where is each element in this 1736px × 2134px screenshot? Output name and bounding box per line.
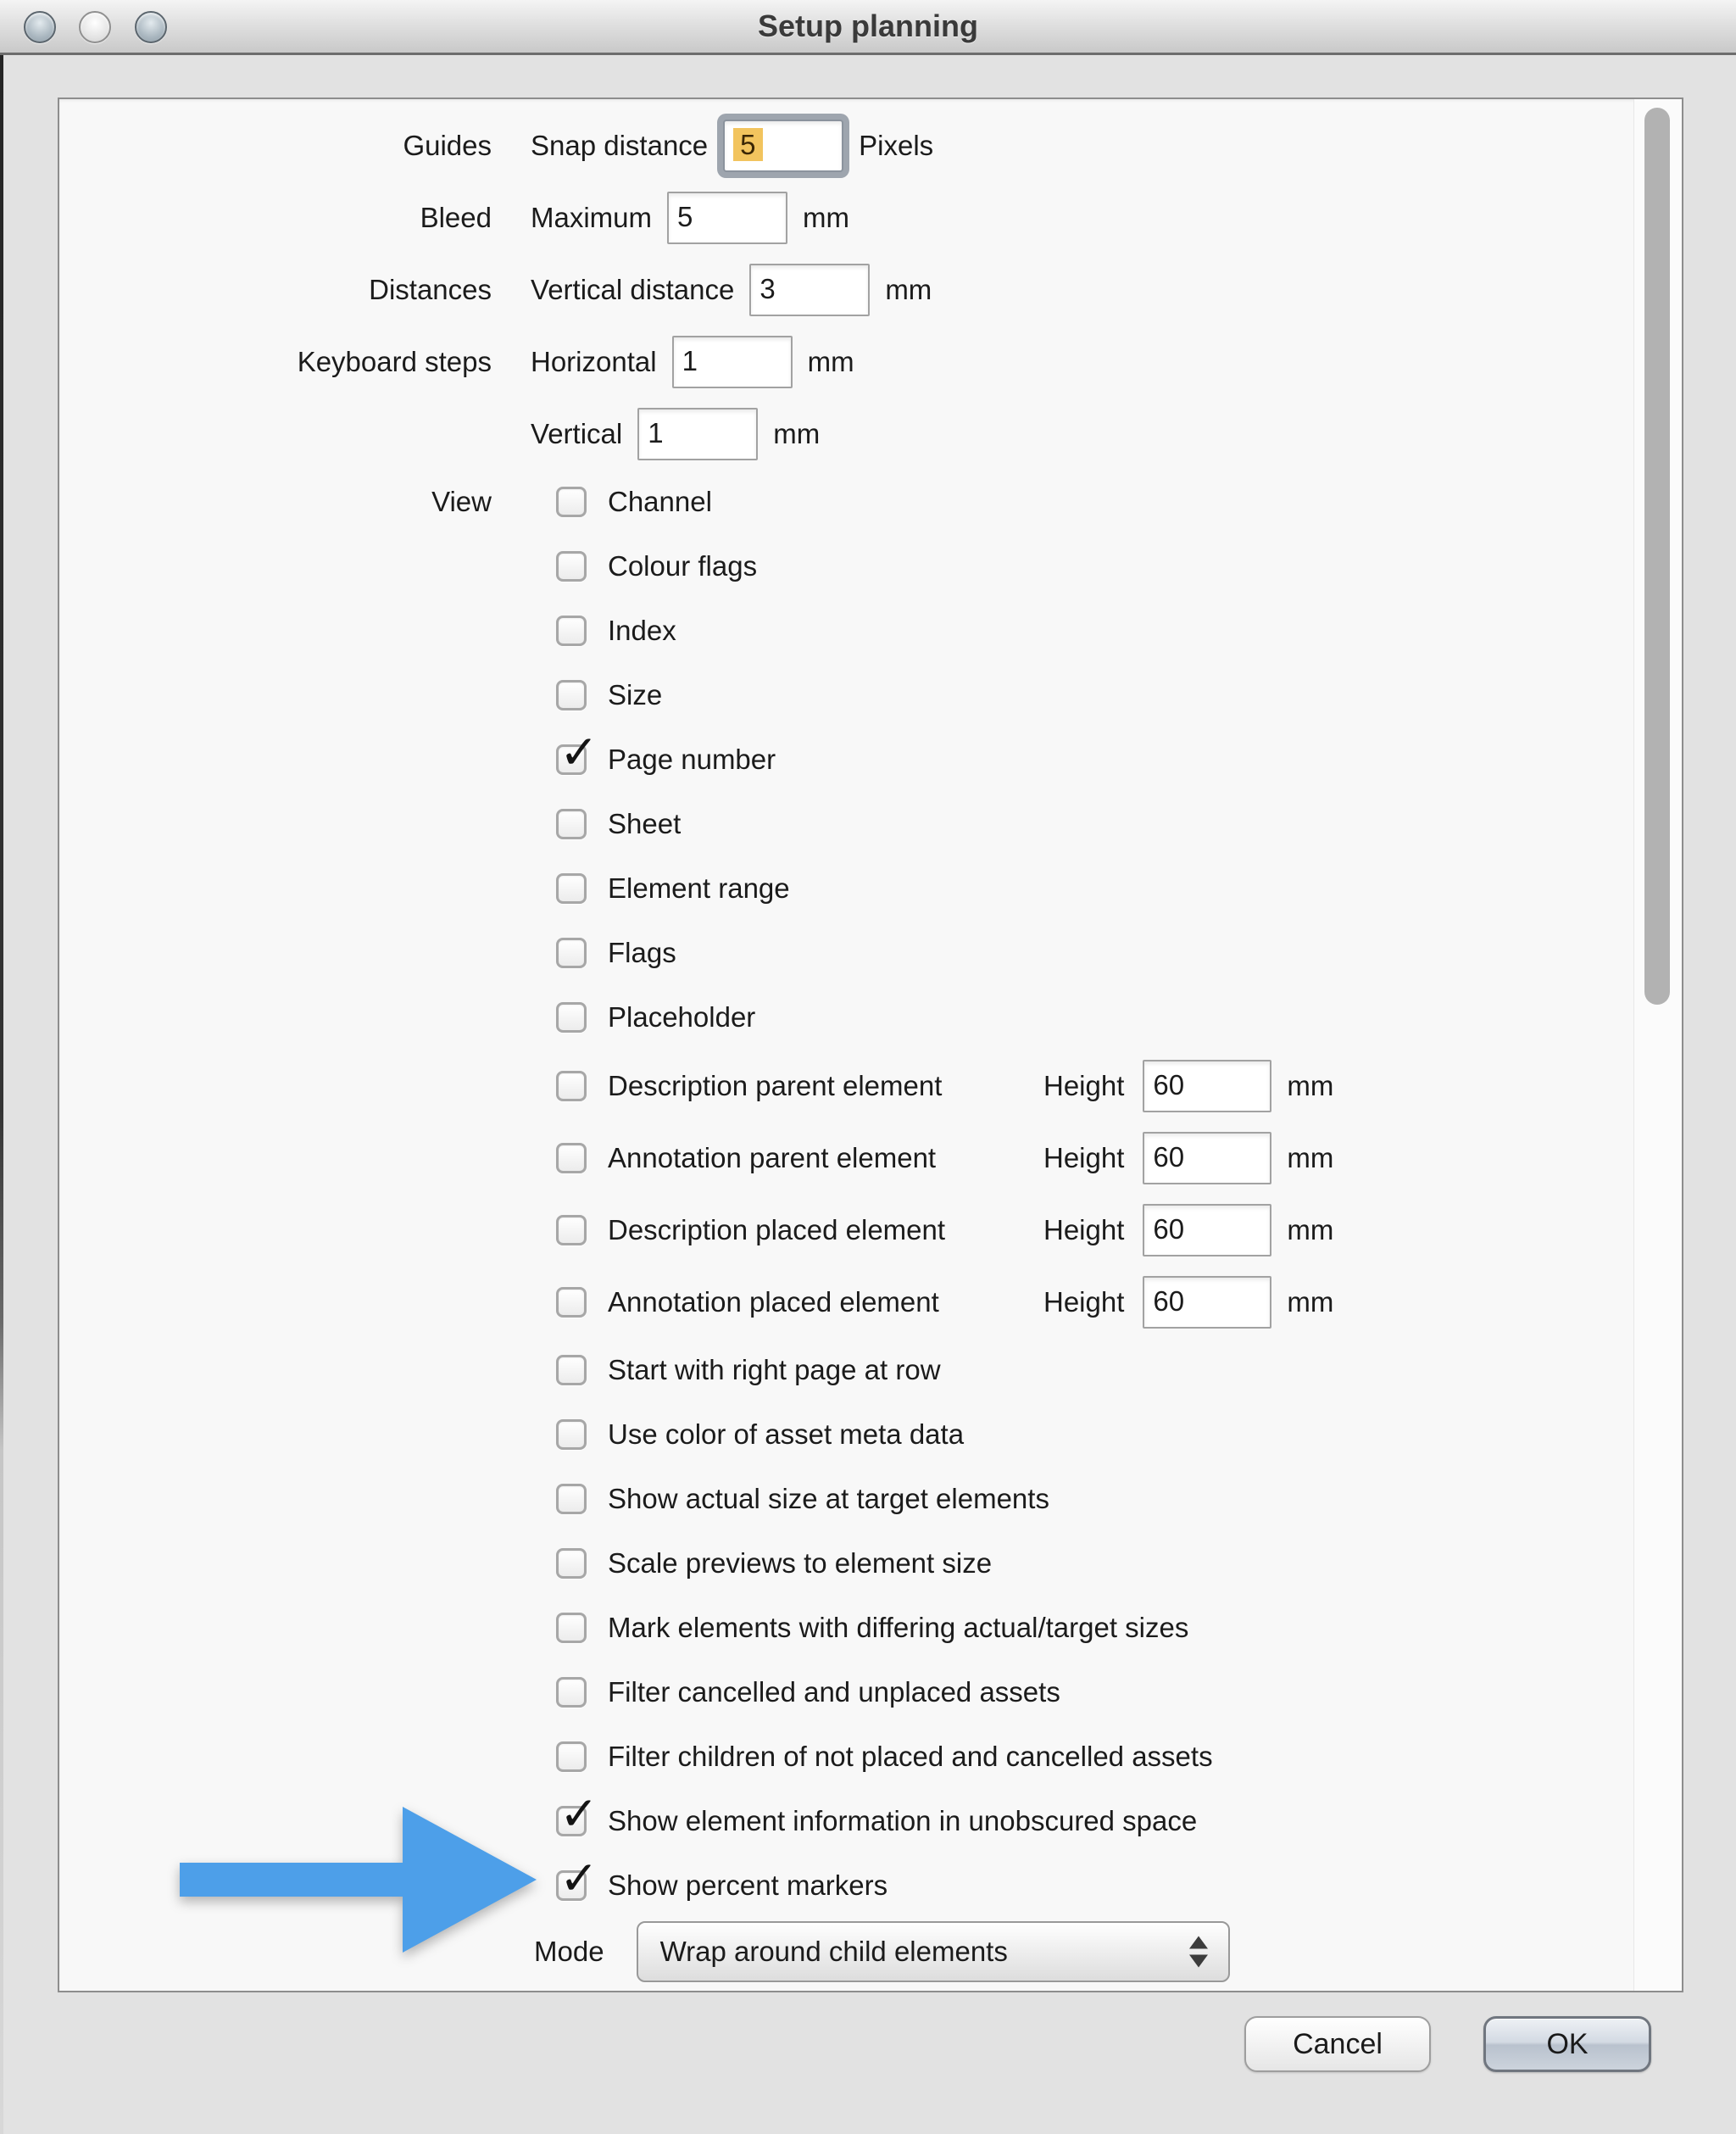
mode-select[interactable] — [637, 1921, 1230, 1982]
height-label: Height — [1043, 1285, 1125, 1318]
settings-rows — [59, 99, 1682, 1918]
checkbox-row — [59, 663, 1682, 727]
checkbox[interactable] — [556, 487, 587, 517]
checkbox-label: Description placed element — [608, 1213, 946, 1245]
field-label: Maximum — [531, 201, 653, 233]
checkbox[interactable] — [556, 1071, 587, 1101]
checkbox-row — [59, 534, 1682, 599]
checkbox-row — [59, 792, 1682, 856]
field-row — [59, 109, 1682, 181]
unit-label: mm — [807, 345, 854, 377]
field-row — [59, 398, 1682, 470]
mode-label: Mode — [534, 1936, 604, 1967]
checkbox-label: Page number — [608, 744, 776, 775]
field-label: Vertical — [531, 417, 623, 449]
arrow-shaft — [180, 1863, 405, 1897]
checkbox[interactable] — [556, 1548, 587, 1579]
height-input[interactable]: 60 — [1143, 1204, 1271, 1256]
checkbox-label: Scale previews to element size — [608, 1547, 993, 1579]
checkbox-row — [59, 1402, 1682, 1467]
height-label: Height — [1043, 1213, 1125, 1245]
unit-label: mm — [885, 273, 932, 305]
close-button[interactable] — [24, 11, 56, 43]
checkbox[interactable] — [556, 1851, 599, 1905]
checkbox-row — [59, 1531, 1682, 1596]
checkbox-row — [59, 1786, 1682, 1853]
checkbox[interactable] — [556, 551, 587, 582]
unit-label: mm — [1287, 1141, 1334, 1173]
unit-label: mm — [803, 201, 849, 233]
checkbox[interactable] — [556, 725, 599, 779]
checkbox-row — [59, 985, 1682, 1050]
checkmark-icon: ✓ — [559, 725, 599, 779]
unit-label: mm — [1287, 1213, 1334, 1245]
field-row — [59, 181, 1682, 254]
unit-label: Pixels — [859, 129, 934, 161]
field-row — [59, 254, 1682, 326]
checkbox-label: Show percent markers — [608, 1869, 888, 1901]
group-label: View — [431, 486, 492, 517]
checkbox-label: Element range — [608, 872, 790, 904]
window-title: Setup planning — [758, 8, 978, 43]
zoom-button[interactable] — [135, 11, 167, 43]
checkbox[interactable] — [556, 1143, 587, 1173]
group-label: Keyboard steps — [297, 345, 492, 377]
arrow-head — [403, 1807, 537, 1953]
minimize-button[interactable] — [79, 11, 111, 43]
checkbox-label: Colour flags — [608, 550, 758, 582]
checkbox-label: Sheet — [608, 808, 682, 839]
scrollbar-track[interactable] — [1633, 99, 1682, 1991]
checkbox-label: Size — [608, 679, 663, 710]
checkbox-row — [59, 599, 1682, 663]
unit-label: mm — [1287, 1285, 1334, 1318]
checkmark-icon: ✓ — [559, 1786, 599, 1841]
height-group — [1043, 1276, 1333, 1329]
checkbox-row — [59, 1467, 1682, 1531]
stepper-icon — [1189, 1936, 1208, 1968]
text-input[interactable]: 5 — [723, 120, 843, 172]
field-label: Horizontal — [531, 345, 657, 377]
checkbox-row — [59, 1050, 1682, 1122]
checkbox[interactable] — [556, 616, 587, 646]
checkbox-label: Use color of asset meta data — [608, 1418, 965, 1450]
text-input[interactable]: 1 — [672, 336, 793, 388]
checkbox[interactable] — [556, 1613, 587, 1643]
checkbox[interactable] — [556, 1287, 587, 1318]
checkbox-row — [59, 856, 1682, 921]
checkbox-label: Mark elements with differing actual/target sizes — [608, 1612, 1189, 1643]
height-input[interactable]: 60 — [1143, 1132, 1271, 1184]
checkbox[interactable] — [556, 680, 587, 710]
checkbox-label: Index — [608, 615, 676, 646]
settings-panel — [58, 98, 1683, 1992]
checkbox-row — [59, 1266, 1682, 1338]
group-label: Distances — [369, 273, 492, 305]
arrow-down-icon — [1189, 1955, 1208, 1968]
arrow-up-icon — [1189, 1936, 1208, 1949]
height-group — [1043, 1060, 1333, 1112]
height-label: Height — [1043, 1069, 1125, 1101]
checkbox[interactable] — [556, 1215, 587, 1245]
checkbox-row — [59, 1338, 1682, 1402]
checkbox-row — [59, 727, 1682, 792]
checkbox[interactable] — [556, 1355, 587, 1385]
unit-label: mm — [773, 417, 821, 449]
checkbox[interactable] — [556, 1484, 587, 1514]
cancel-button[interactable]: Cancel — [1244, 2016, 1431, 2072]
height-group — [1043, 1204, 1333, 1256]
checkbox-label: Channel — [608, 486, 712, 517]
ok-button[interactable]: OK — [1483, 2016, 1651, 2072]
screen-edge-artifact — [0, 0, 3, 2134]
height-input[interactable]: 60 — [1143, 1276, 1271, 1329]
field-row — [59, 326, 1682, 398]
height-input[interactable]: 60 — [1143, 1060, 1271, 1112]
checkbox-label: Start with right page at row — [608, 1354, 941, 1385]
checkbox-label: Show actual size at target elements — [608, 1483, 1049, 1514]
field-label: Snap distance — [531, 129, 709, 161]
text-input[interactable]: 1 — [637, 408, 758, 460]
checkbox-label: Placeholder — [608, 1001, 756, 1033]
checkbox-row — [59, 1194, 1682, 1266]
group-label: Bleed — [420, 201, 492, 233]
group-label: Guides — [403, 129, 492, 161]
field-label: Vertical distance — [531, 273, 735, 305]
checkbox[interactable] — [556, 1419, 587, 1450]
text-input[interactable]: 3 — [749, 264, 870, 316]
mode-row — [59, 1918, 1682, 1986]
scrollbar-thumb[interactable] — [1644, 108, 1670, 1005]
checkbox[interactable] — [556, 1786, 599, 1841]
height-group — [1043, 1132, 1333, 1184]
checkbox[interactable] — [556, 938, 587, 968]
checkbox[interactable] — [556, 1741, 587, 1772]
checkbox[interactable] — [556, 1002, 587, 1033]
checkbox-label: Filter cancelled and unplaced assets — [608, 1676, 1060, 1708]
checkbox-row — [59, 1724, 1682, 1789]
checkbox-row — [59, 1660, 1682, 1724]
checkbox-label: Description parent element — [608, 1069, 943, 1101]
checkbox[interactable] — [556, 873, 587, 904]
checkbox-label: Show element information in unobscured space — [608, 1805, 1198, 1836]
checkmark-icon: ✓ — [559, 1851, 599, 1905]
checkbox[interactable] — [556, 809, 587, 839]
checkbox-label: Annotation placed element — [608, 1285, 939, 1318]
checkbox-row — [59, 1122, 1682, 1194]
mode-selected-value: Wrap around child elements — [659, 1936, 1008, 1967]
height-label: Height — [1043, 1141, 1125, 1173]
title-bar — [0, 0, 1736, 55]
checkbox-row — [59, 921, 1682, 985]
checkbox-label: Filter children of not placed and cancelled assets — [608, 1741, 1213, 1772]
unit-label: mm — [1287, 1069, 1334, 1101]
checkbox-row — [59, 1596, 1682, 1660]
checkbox-label: Annotation parent element — [608, 1141, 937, 1173]
checkbox[interactable] — [556, 1677, 587, 1708]
text-input[interactable]: 5 — [667, 192, 787, 244]
checkbox-label: Flags — [608, 937, 676, 968]
checkbox-row — [59, 470, 1682, 534]
